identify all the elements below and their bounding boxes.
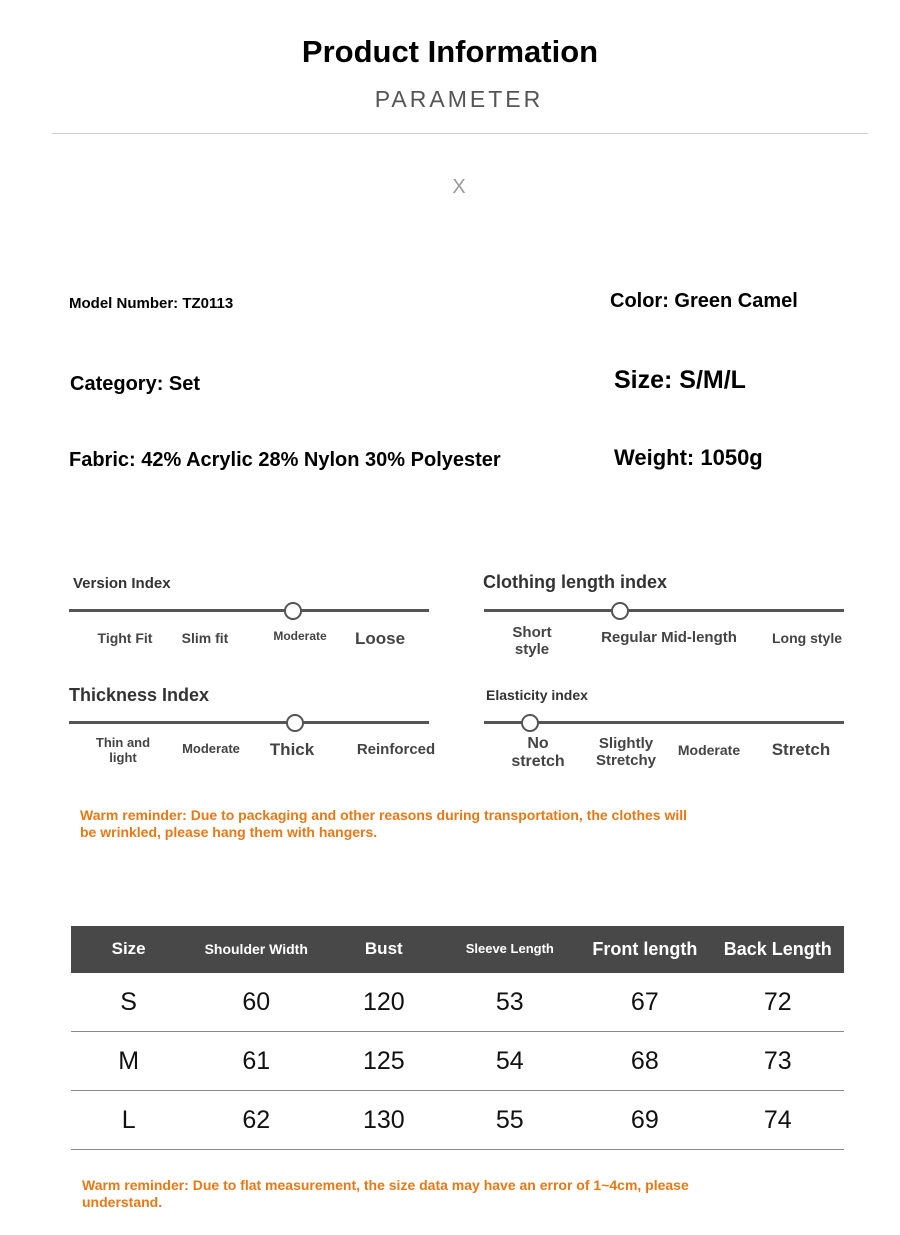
table-cell: 68 [578, 1032, 711, 1091]
table-cell: 73 [712, 1032, 844, 1091]
table-row [71, 1032, 844, 1091]
header-size: Size [111, 939, 146, 959]
length-index-track [484, 609, 844, 612]
model-number: Model Number: TZ0113 [69, 295, 234, 312]
thickness-option-reinforced: Reinforced [356, 741, 436, 758]
elasticity-option-moderate: Moderate [677, 742, 741, 758]
table-cell-size: M [71, 1032, 186, 1091]
table-cell: 62 [186, 1091, 326, 1150]
size-info: Size: S/M/L [614, 366, 746, 394]
thickness-option-thick: Thick [269, 740, 315, 759]
page-subtitle: PARAMETER [374, 86, 544, 112]
length-index-knob [611, 602, 629, 620]
thickness-index-title: Thickness Index [69, 685, 210, 705]
table-row [71, 973, 844, 1032]
version-index-track [69, 609, 429, 612]
length-option-regular: Regular Mid-length [601, 629, 737, 646]
category-info: Category: Set [70, 373, 201, 395]
thickness-option-moderate: Moderate [182, 741, 240, 756]
weight-info: Weight: 1050g [614, 445, 763, 470]
elasticity-option-stretch: Stretch [771, 740, 831, 759]
version-index-title: Version Index [73, 575, 171, 592]
table-cell: 125 [326, 1032, 441, 1091]
color-info: Color: Green Camel [610, 290, 798, 312]
header-shoulder-width: Shoulder Width [204, 940, 308, 957]
length-option-short-style: Short style [512, 624, 552, 659]
elasticity-option-no-stretch: No stretch [511, 735, 565, 771]
close-icon[interactable]: X [452, 176, 466, 198]
table-cell: 67 [578, 973, 711, 1032]
table-cell: 54 [441, 1032, 578, 1091]
thickness-index-track [69, 721, 429, 724]
thickness-option-thin-light: Thin and light [95, 735, 151, 765]
table-cell: 72 [712, 973, 844, 1032]
thickness-index-knob [286, 714, 304, 732]
version-option-moderate: Moderate [273, 629, 327, 643]
elasticity-index-title: Elasticity index [486, 687, 588, 703]
table-cell-size: L [71, 1091, 186, 1150]
header-bust: Bust [364, 939, 403, 959]
fabric-info: Fabric: 42% Acrylic 28% Nylon 30% Polyester [69, 449, 501, 471]
version-option-tight-fit: Tight Fit [97, 630, 153, 646]
version-option-loose: Loose [354, 629, 406, 648]
table-cell: 130 [326, 1091, 441, 1150]
header-divider [52, 133, 868, 134]
table-cell-size: S [71, 973, 186, 1032]
length-index-title: Clothing length index [483, 572, 667, 592]
header-back-length: Back Length [723, 938, 832, 959]
table-cell: 55 [441, 1091, 578, 1150]
table-cell: 53 [441, 973, 578, 1032]
header-sleeve-length: Sleeve Length [465, 941, 554, 957]
measurement-reminder: Warm reminder: Due to flat measurement, the size data may have an error of 1~4cm, please understand. [82, 1177, 689, 1210]
table-cell: 74 [712, 1091, 844, 1150]
table-cell: 120 [326, 973, 441, 1032]
page-title: Product Information [301, 34, 599, 69]
version-index-knob [284, 602, 302, 620]
size-table [71, 926, 844, 1150]
elasticity-option-slightly-stretchy: Slightly Stretchy [595, 735, 657, 770]
header-front-length: Front length [592, 938, 698, 959]
table-row [71, 1091, 844, 1150]
version-option-slim-fit: Slim fit [181, 630, 229, 646]
table-cell: 60 [186, 973, 326, 1032]
packaging-reminder: Warm reminder: Due to packaging and other reasons during transportation, the clothes will be wrinkled, please hang them with hangers. [80, 807, 688, 840]
length-option-long-style: Long style [771, 630, 842, 646]
elasticity-index-knob [521, 714, 539, 732]
table-cell: 61 [186, 1032, 326, 1091]
size-table-header-row [71, 926, 844, 973]
table-cell: 69 [578, 1091, 711, 1150]
